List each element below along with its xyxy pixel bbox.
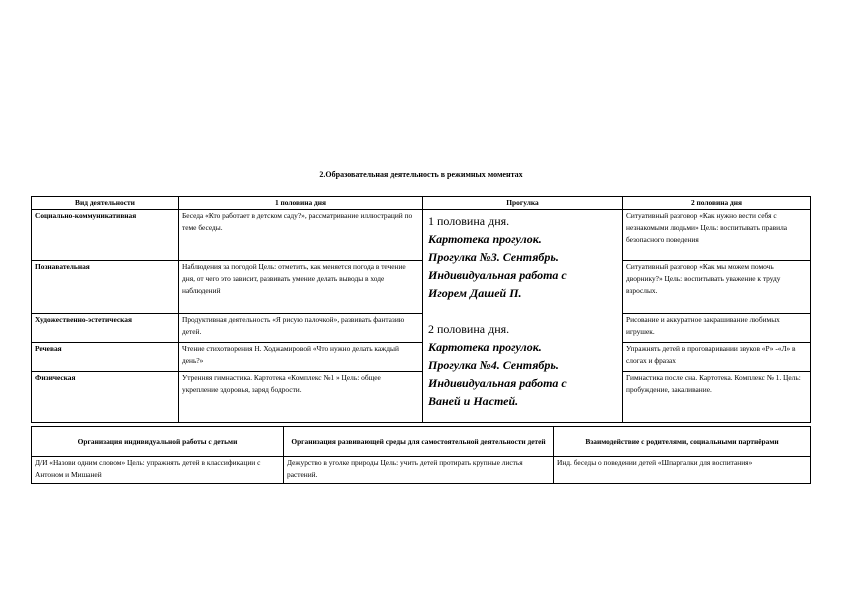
header-second-half: 2 половина дня: [623, 197, 811, 210]
header-first-half: 1 половина дня: [179, 197, 423, 210]
header-walk: Прогулка: [423, 197, 623, 210]
row-second-half: Гимнастика после сна. Картотека. Комплекс № 1. Цель: пробуждение, закаливание.: [623, 372, 811, 423]
walk-part2-line: Картотека прогулок.: [428, 340, 542, 354]
walk-part1-label: 1 половина дня.: [428, 214, 510, 228]
row-first-half: Наблюдения за погодой Цель: отметить, как меняется погода в течение дня, от чего это зависит, развивать умение делать выводы в ходе наблюдений: [179, 261, 423, 314]
page-title: 2.Образовательная деятельность в режимных моментах: [319, 170, 523, 179]
walk-part2-line: Ваней и Настей.: [428, 394, 519, 408]
cell-parents: Инд. беседы о поведении детей «Шпаргалки для воспитания»: [554, 457, 811, 484]
row-second-half: Ситуативный разговор «Как мы можем помочь дворнику?» Цель: воспитывать уважение к труду взрослых.: [623, 261, 811, 314]
activities-table: [31, 196, 811, 423]
row-first-half: Чтение стихотворения Н. Ходжамировой «Что нужно делать каждый день?»: [179, 343, 423, 372]
table-row: [32, 372, 811, 423]
row-category: Художественно-эстетическая: [32, 314, 179, 343]
table-header-row: [32, 427, 811, 457]
row-second-half: Рисование и аккуратное закрашивание любимых игрушек.: [623, 314, 811, 343]
table-row: [32, 261, 811, 314]
row-second-half: Упражнять детей в проговаривании звуков «Р» -«Л» в слогах и фразах: [623, 343, 811, 372]
row-first-half: Утренняя гимнастика. Картотека «Комплекс №1 » Цель: общее укрепление здоровья, заряд бодрости.: [179, 372, 423, 423]
row-category: Физическая: [32, 372, 179, 423]
walk-part1-line: Индивидуальная работа с: [428, 268, 567, 282]
header-activity-type: Вид деятельности: [32, 197, 179, 210]
organization-table: [31, 426, 811, 484]
walk-part2-line: Прогулка №4. Сентябрь.: [428, 358, 559, 372]
row-second-half: Ситуативный разговор «Как нужно вести себя с незнакомыми людьми» Цель: воспитывать правила безопасного поведения: [623, 210, 811, 261]
walk-spacer: [428, 302, 617, 320]
table-row: [32, 343, 811, 372]
row-first-half: Беседа «Кто работает в детском саду?», рассматривание иллюстраций по теме беседы.: [179, 210, 423, 261]
walk-part2-line: Индивидуальная работа с: [428, 376, 567, 390]
table-header-row: [32, 197, 811, 210]
row-category: Социально-коммуникативная: [32, 210, 179, 261]
walk-cell: [423, 210, 623, 423]
header-parents: Взаимодействие с родителями, социальными партнёрами: [554, 427, 811, 457]
row-category: Познавательная: [32, 261, 179, 314]
walk-part1-line: Картотека прогулок.: [428, 232, 542, 246]
header-environment: Организация развивающей среды для самостоятельной деятельности детей: [284, 427, 554, 457]
walk-part1-line: Прогулка №3. Сентябрь.: [428, 250, 559, 264]
cell-individual-work: Д/И «Назови одним словом» Цель: упражнять детей в классификации с Антоном и Мишаней: [32, 457, 284, 484]
row-first-half: Продуктивная деятельность «Я рисую палочкой», развивать фантазию детей.: [179, 314, 423, 343]
cell-environment: Дежурство в уголке природы Цель: учить детей протирать крупные листья растений.: [284, 457, 554, 484]
table-row: [32, 210, 811, 261]
walk-part1-line: Игорем Дашей П.: [428, 286, 522, 300]
table-row: [32, 314, 811, 343]
walk-part2-label: 2 половина дня.: [428, 322, 510, 336]
table-row: [32, 457, 811, 484]
header-individual-work: Организация индивидуальной работы с детьми: [32, 427, 284, 457]
row-category: Речевая: [32, 343, 179, 372]
